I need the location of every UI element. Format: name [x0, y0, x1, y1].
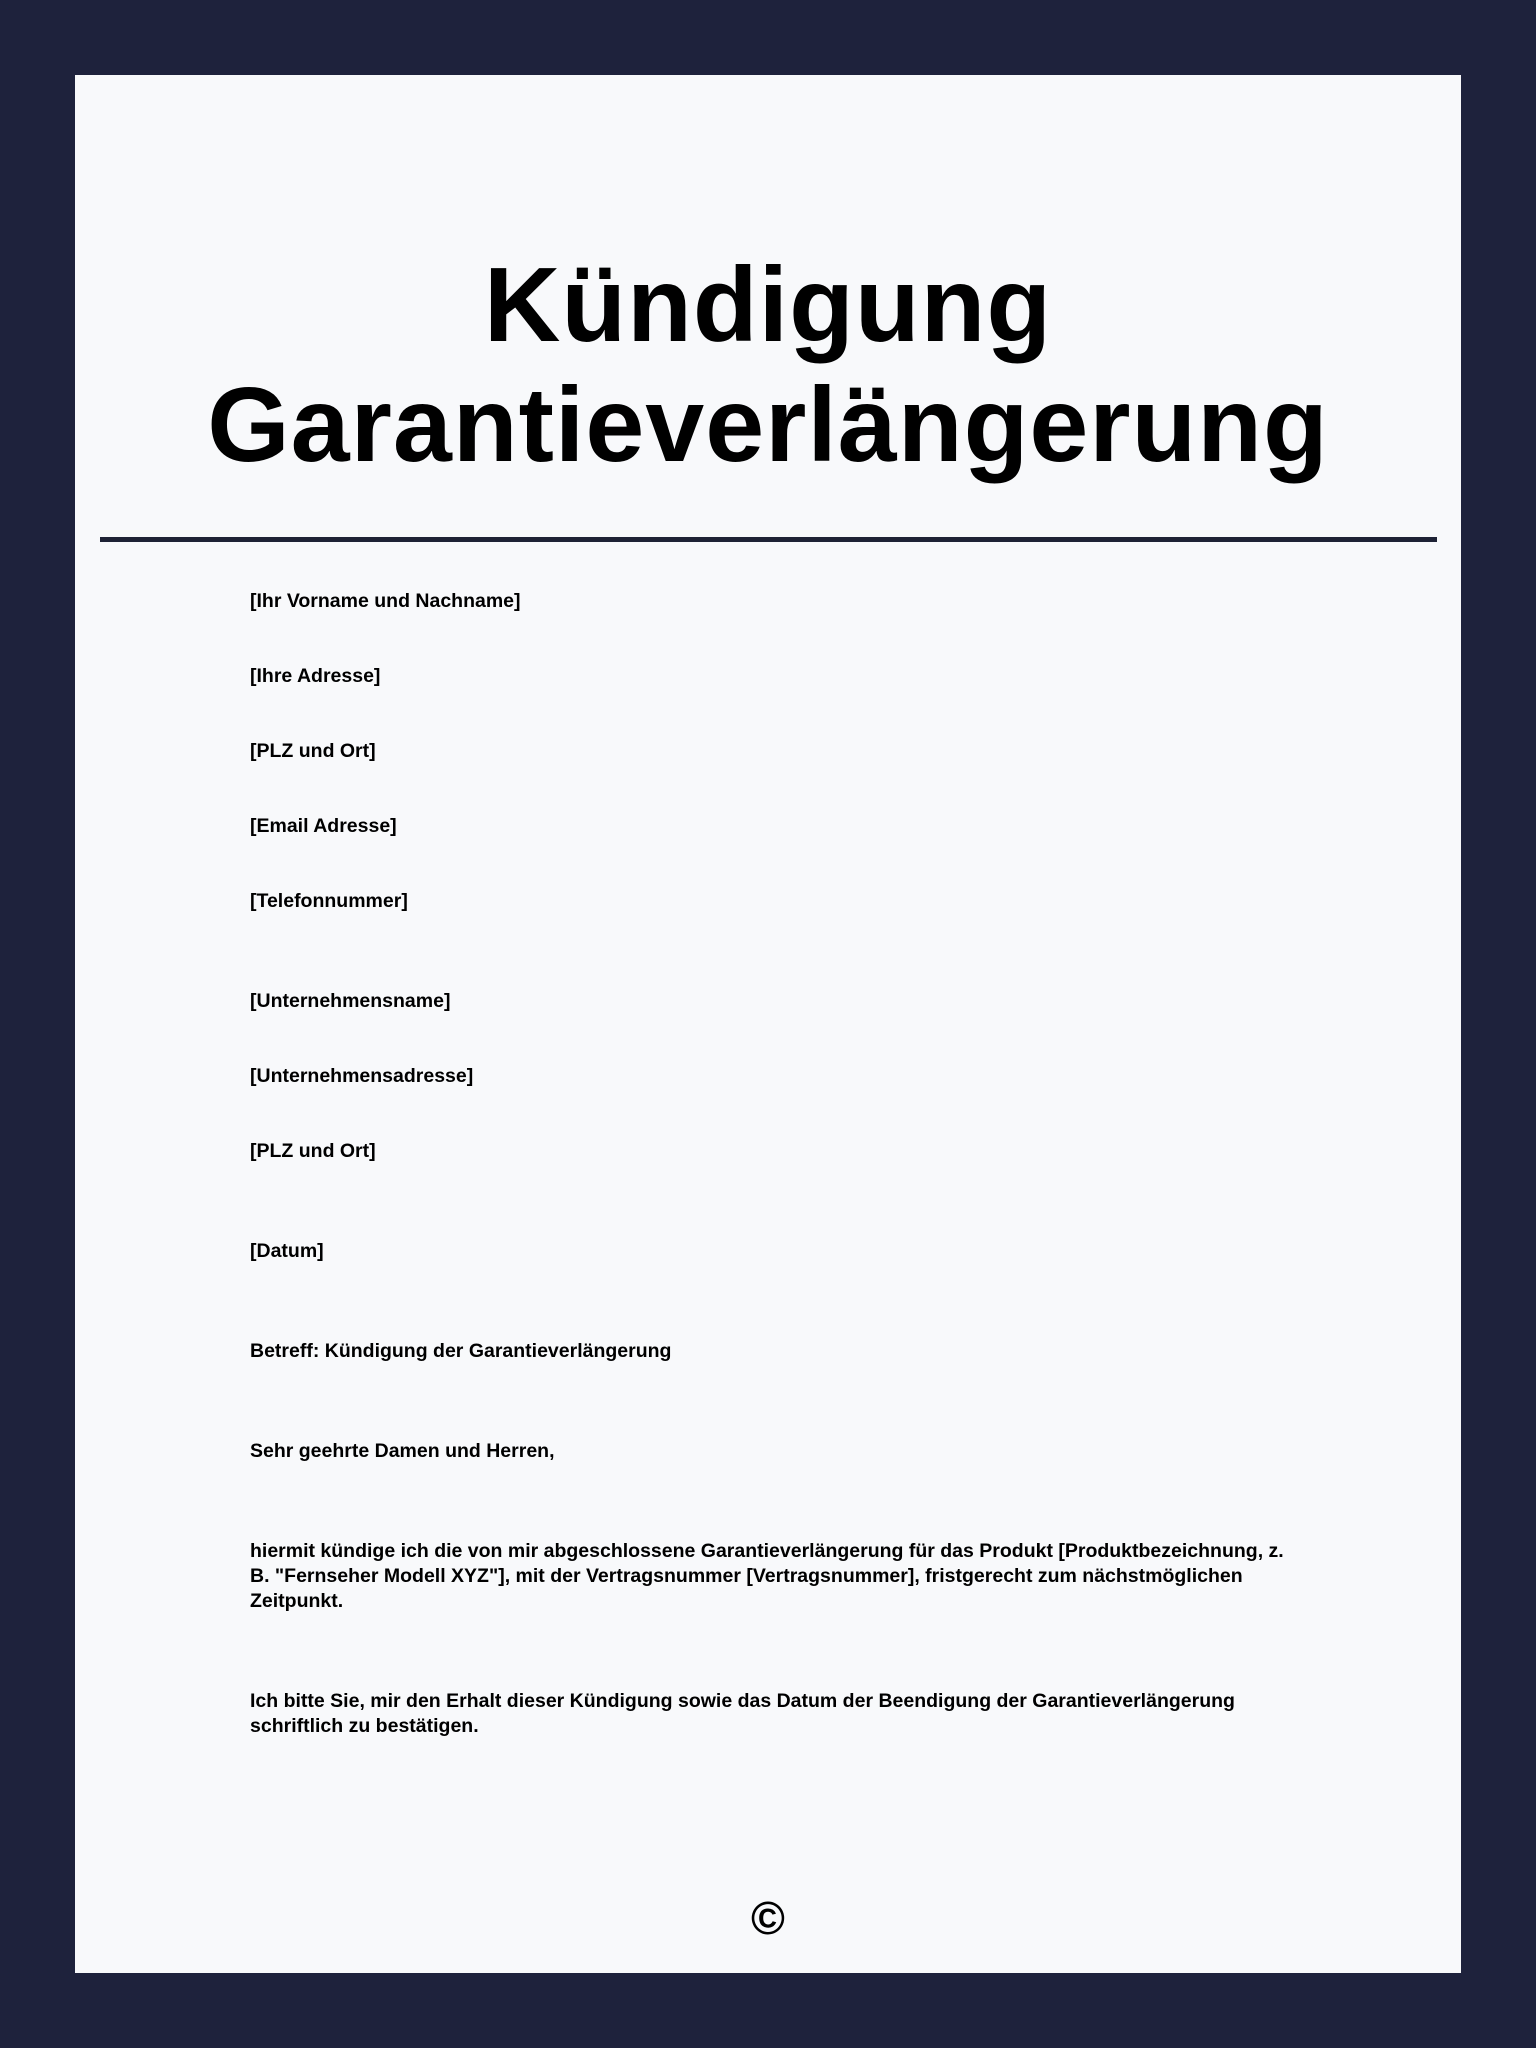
body-paragraph-2: Ich bitte Sie, mir den Erhalt dieser Kündigung sowie das Datum der Beendigung der Garantieverlängerung schriftlich zu bestätigen.	[250, 1690, 1235, 1737]
title-line-1: Kündigung	[483, 246, 1053, 364]
letter-salutation: Sehr geehrte Damen und Herren,	[250, 1440, 555, 1462]
sender-phone: [Telefonnummer]	[250, 890, 408, 912]
document-title	[75, 245, 1461, 485]
copyright-icon: ©	[751, 1892, 785, 1944]
title-divider	[100, 537, 1437, 542]
recipient-company-address: [Unternehmensadresse]	[250, 1065, 474, 1087]
sender-name: [Ihr Vorname und Nachname]	[250, 590, 521, 612]
letter-subject: Betreff: Kündigung der Garantieverlängerung	[250, 1340, 672, 1362]
recipient-company-name: [Unternehmensname]	[250, 990, 451, 1012]
sender-zip-city: [PLZ und Ort]	[250, 740, 376, 762]
document-page	[75, 75, 1461, 1973]
letter-date: [Datum]	[250, 1240, 324, 1262]
recipient-zip-city: [PLZ und Ort]	[250, 1140, 376, 1162]
body-paragraph-1: hiermit kündige ich die von mir abgeschlossene Garantieverlängerung für das Produkt [Produktbezeichnung, z. B. "Fernseher Modell XYZ"], mit der Vertragsnummer [Vertragsnummer], fristgerecht zum nächstmöglichen Zeitpunkt.	[250, 1540, 1284, 1612]
title-line-2: Garantieverlängerung	[207, 366, 1329, 484]
sender-email: [Email Adresse]	[250, 815, 397, 837]
sender-address: [Ihre Adresse]	[250, 665, 381, 687]
